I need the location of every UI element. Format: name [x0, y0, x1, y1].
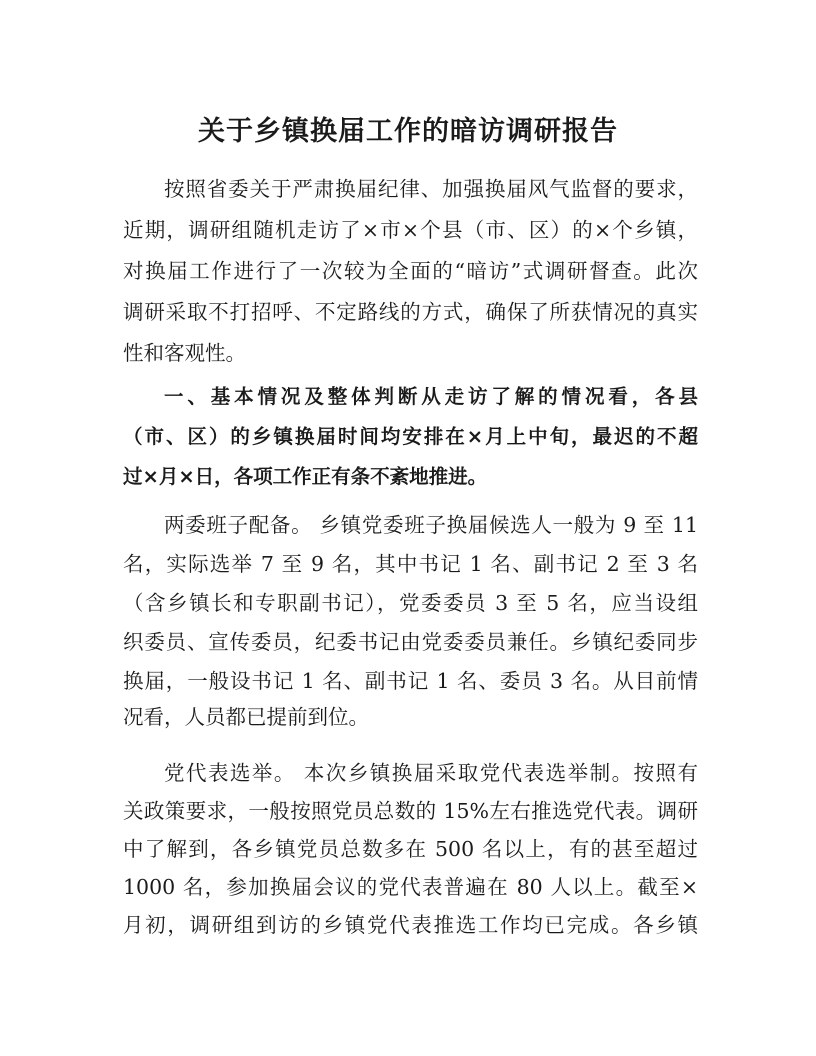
text-line: 换届，一般设书记 1 名、副书记 1 名、委员 3 名。从目前情 — [123, 669, 698, 693]
text-line: 名，实际选举 7 至 9 名，其中书记 1 名、副书记 2 至 3 名 — [123, 552, 698, 576]
heading-line: 过×月×日，各项工作正有条不紊地推进。 — [123, 465, 488, 488]
heading-line: 一、基本情况及整体判断从走访了解的情况看，各县 — [164, 385, 698, 408]
text-line: 性和客观性。 — [123, 341, 246, 365]
text-line: （含乡镇长和专职副书记），党委委员 3 至 5 名，应当设组 — [123, 591, 698, 615]
text-line: 中了解到，各乡镇党员总数多在 500 名以上，有的甚至超过 — [123, 837, 698, 861]
text-line: 对换届工作进行了一次较为全面的“暗访”式调研督查。此次 — [123, 259, 698, 283]
text-line: 按照省委关于严肃换届纪律、加强换届风气监督的要求， — [164, 177, 698, 201]
text-line: 调研采取不打招呼、不定路线的方式，确保了所获情况的真实 — [123, 300, 698, 324]
text-line: 织委员、宣传委员，纪委书记由党委委员兼任。乡镇纪委同步 — [123, 630, 698, 654]
text-line: 月初，调研组到访的乡镇党代表推选工作均已完成。各乡镇 — [123, 913, 698, 937]
document-title: 关于乡镇换届工作的暗访调研报告 — [198, 116, 618, 147]
text-line: 关政策要求，一般按照党员总数的 15%左右推选党代表。调研 — [123, 799, 698, 823]
text-line: 两委班子配备。 乡镇党委班子换届候选人一般为 9 至 11 — [164, 513, 698, 537]
text-line: 1000 名，参加换届会议的党代表普遍在 80 人以上。截至× — [123, 875, 698, 899]
text-line: 近期，调研组随机走访了×市×个县（市、区）的×个乡镇， — [123, 218, 698, 242]
text-line: 党代表选举。 本次乡镇换届采取党代表选举制。按照有 — [164, 761, 698, 785]
text-line: 况看，人员都已提前到位。 — [123, 705, 369, 729]
heading-line: （市、区）的乡镇换届时间均安排在×月上中旬，最迟的不超 — [123, 425, 698, 448]
